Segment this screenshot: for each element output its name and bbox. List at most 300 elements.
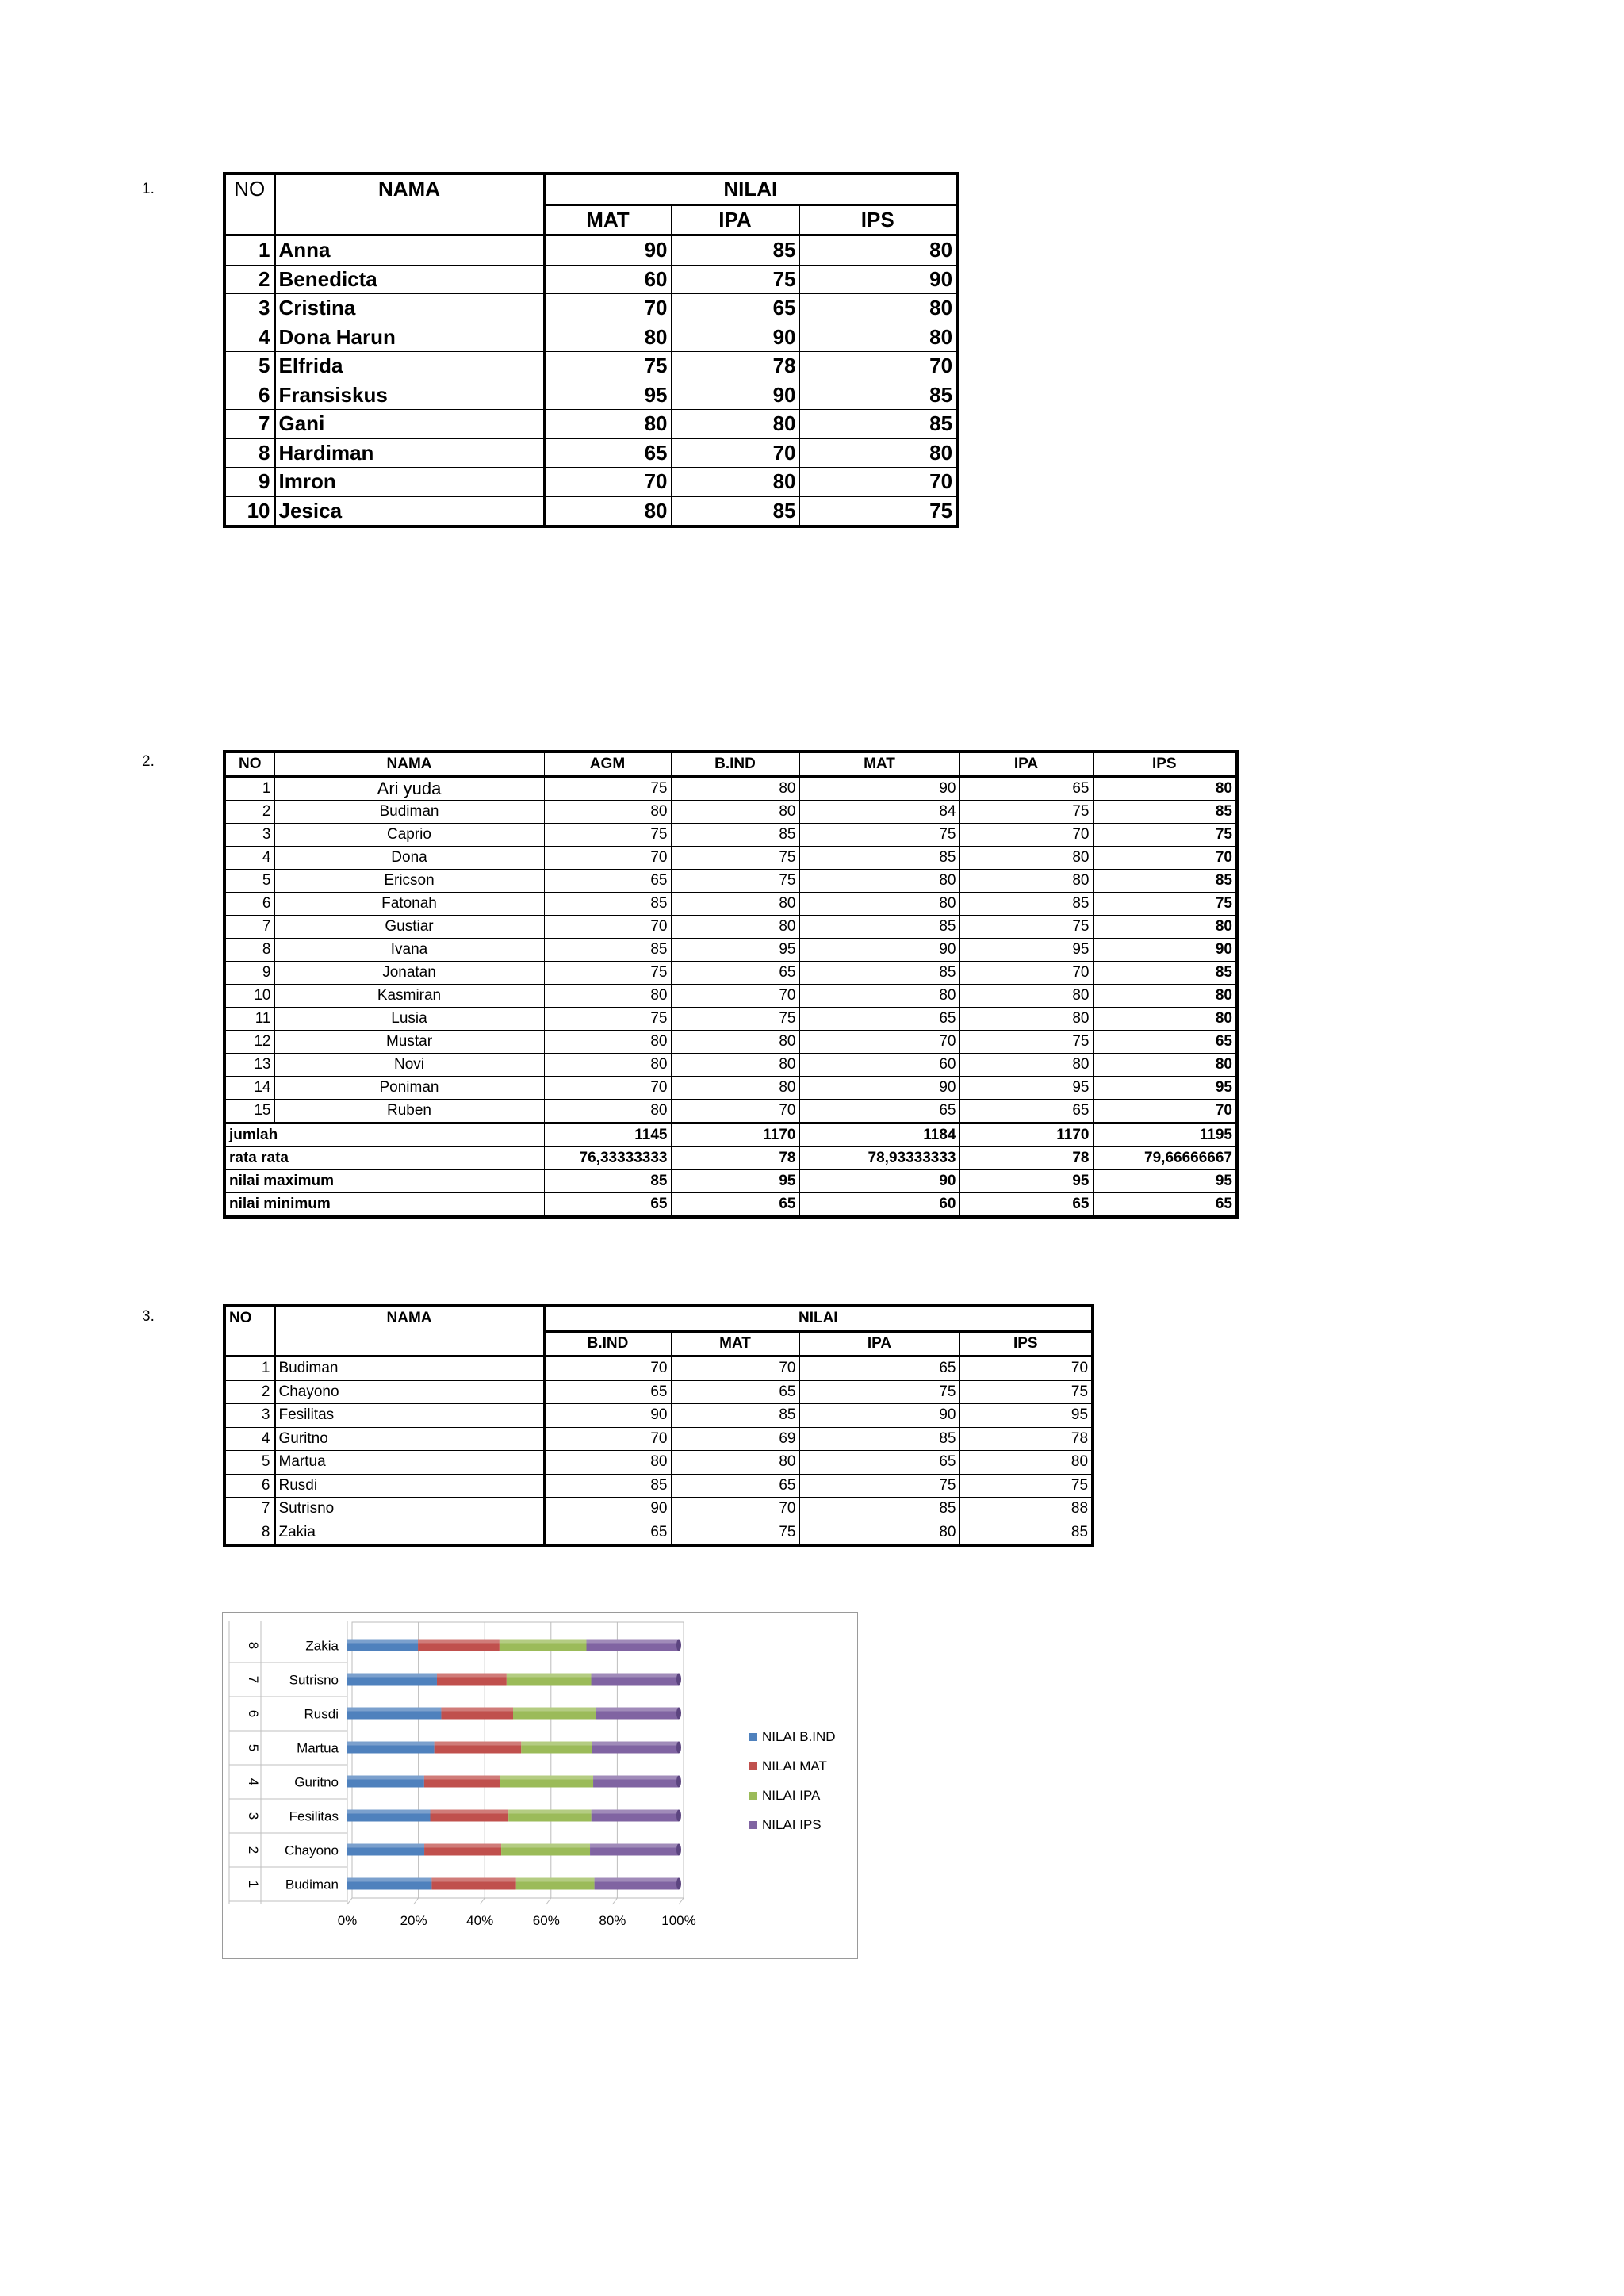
- table-row: [224, 1008, 1237, 1031]
- cell-ipa: 80: [959, 847, 1093, 870]
- bar-segment-highlight: [521, 1742, 592, 1746]
- bar-segment-highlight: [347, 1742, 435, 1746]
- summary-row: [224, 1193, 1237, 1218]
- header-nilai: NILAI: [544, 174, 957, 205]
- cell-no: 1: [224, 1357, 274, 1381]
- table-row: [224, 824, 1237, 847]
- cell-bind: 70: [544, 1357, 671, 1381]
- cell-ips: 65: [1093, 1031, 1237, 1054]
- table-row: [224, 985, 1237, 1008]
- bar-segment-highlight: [500, 1640, 587, 1644]
- cell-mat: 85: [799, 847, 959, 870]
- bar-segment-highlight: [347, 1844, 424, 1848]
- cell-mat: 95: [544, 381, 671, 410]
- cell-agm: 70: [544, 916, 671, 939]
- cell-nama: Caprio: [274, 824, 544, 847]
- cell-ipa: 80: [959, 1008, 1093, 1031]
- cell-ipa: 65: [959, 777, 1093, 801]
- x-tick-label: 20%: [400, 1913, 427, 1928]
- cell-no: 1: [224, 235, 274, 266]
- cell-nama: Benedicta: [274, 265, 544, 294]
- header-mat: MAT: [799, 752, 959, 777]
- cell-agm: 75: [544, 824, 671, 847]
- cell-ipa: 75: [799, 1474, 959, 1498]
- cell-ipa: 80: [671, 468, 799, 497]
- cell-bind: 70: [544, 1427, 671, 1451]
- bar-segment-highlight: [347, 1878, 431, 1882]
- cell-bind: 80: [671, 916, 799, 939]
- cell-nama: Ericson: [274, 870, 544, 893]
- bar-segment-highlight: [347, 1776, 424, 1780]
- cell-bind: 75: [671, 870, 799, 893]
- gridline-floor: [612, 1898, 617, 1904]
- table-row: [224, 410, 957, 439]
- cell-ipa: 90: [671, 381, 799, 410]
- bar-end-cap: [676, 1640, 681, 1651]
- category-number-label: 8: [246, 1641, 261, 1650]
- cell-ipa: 75: [959, 801, 1093, 824]
- cell-bind: 70: [671, 985, 799, 1008]
- cell-agm: 1145: [544, 1123, 671, 1147]
- cell-no: 5: [224, 1451, 274, 1475]
- header-ipa: IPA: [959, 752, 1093, 777]
- section-number-3: 3.: [142, 1308, 155, 1325]
- table-row: [224, 294, 957, 323]
- cell-ips: 75: [1093, 824, 1237, 847]
- header-ips: IPS: [1093, 752, 1237, 777]
- cell-nama: Ari yuda: [274, 777, 544, 801]
- bar-segment-highlight: [590, 1844, 679, 1848]
- cell-mat: 80: [544, 323, 671, 352]
- cell-mat: 70: [671, 1498, 799, 1521]
- cell-bind: 80: [671, 893, 799, 916]
- cell-agm: 76,33333333: [544, 1147, 671, 1170]
- bar-segment-highlight: [424, 1844, 501, 1848]
- plot-wall: [352, 1622, 684, 1898]
- cell-ipa: 70: [959, 824, 1093, 847]
- cell-mat: 70: [671, 1357, 799, 1381]
- cell-bind: 75: [671, 847, 799, 870]
- table-row: [224, 893, 1237, 916]
- cell-nama: Dona Harun: [274, 323, 544, 352]
- cell-summary-label: jumlah: [224, 1123, 544, 1147]
- table-row: [224, 916, 1237, 939]
- cell-nama: Novi: [274, 1054, 544, 1077]
- cell-mat: 85: [799, 962, 959, 985]
- cell-ips: 85: [1093, 962, 1237, 985]
- cell-no: 2: [224, 801, 274, 824]
- cell-bind: 65: [671, 962, 799, 985]
- bar-segment-highlight: [347, 1674, 437, 1678]
- cell-nama: Mustar: [274, 1031, 544, 1054]
- cell-ipa: 75: [959, 916, 1093, 939]
- cell-nama: Fesilitas: [274, 1404, 544, 1428]
- table-row: [224, 962, 1237, 985]
- category-name-label: Martua: [297, 1740, 339, 1756]
- cell-ips: 85: [799, 381, 957, 410]
- header-mat: MAT: [671, 1331, 799, 1357]
- cell-mat: 78,93333333: [799, 1147, 959, 1170]
- cell-ipa: 90: [671, 323, 799, 352]
- cell-ips: 1195: [1093, 1123, 1237, 1147]
- bar-segment-highlight: [508, 1810, 592, 1814]
- cell-ips: 80: [1093, 1054, 1237, 1077]
- grades-table-2: [223, 750, 1239, 1219]
- summary-row: [224, 1170, 1237, 1193]
- cell-ips: 80: [1093, 985, 1237, 1008]
- cell-agm: 85: [544, 1170, 671, 1193]
- header-nama: NAMA: [274, 1306, 544, 1357]
- cell-ipa: 80: [959, 985, 1093, 1008]
- cell-ipa: 80: [959, 1054, 1093, 1077]
- cell-nama: Sutrisno: [274, 1498, 544, 1521]
- cell-bind: 1170: [671, 1123, 799, 1147]
- bar-segment-highlight: [347, 1640, 418, 1644]
- cell-mat: 90: [544, 235, 671, 266]
- cell-ips: 78: [959, 1427, 1093, 1451]
- cell-mat: 75: [544, 352, 671, 381]
- table-row: [224, 1031, 1237, 1054]
- cell-mat: 65: [671, 1380, 799, 1404]
- cell-no: 3: [224, 294, 274, 323]
- cell-agm: 80: [544, 1031, 671, 1054]
- legend-swatch: [749, 1792, 757, 1800]
- table-row: [224, 1427, 1093, 1451]
- cell-nama: Cristina: [274, 294, 544, 323]
- category-number-label: 1: [246, 1880, 261, 1888]
- bar-segment-highlight: [513, 1708, 596, 1712]
- table-row: [224, 939, 1237, 962]
- table-row: [224, 1380, 1093, 1404]
- stacked-percent-bar-chart: [222, 1612, 858, 1959]
- cell-ips: 65: [1093, 1193, 1237, 1218]
- cell-mat: 75: [671, 1521, 799, 1545]
- cell-nama: Anna: [274, 235, 544, 266]
- cell-ips: 70: [799, 468, 957, 497]
- cell-no: 4: [224, 847, 274, 870]
- table-row: [224, 1474, 1093, 1498]
- bar-segment-highlight: [418, 1640, 500, 1644]
- bar-segment-highlight: [437, 1674, 507, 1678]
- cell-mat: 65: [799, 1100, 959, 1123]
- cell-agm: 65: [544, 870, 671, 893]
- cell-nama: Ruben: [274, 1100, 544, 1123]
- table-row: [224, 870, 1237, 893]
- cell-no: 2: [224, 1380, 274, 1404]
- legend-label: NILAI MAT: [762, 1758, 827, 1774]
- table-row: [224, 265, 957, 294]
- bar-segment-highlight: [592, 1810, 679, 1814]
- bar-segment-highlight: [595, 1878, 679, 1882]
- gridline-floor: [679, 1898, 684, 1904]
- cell-agm: 65: [544, 1193, 671, 1218]
- cell-ips: 75: [799, 496, 957, 526]
- cell-ips: 90: [799, 265, 957, 294]
- cell-nama: Elfrida: [274, 352, 544, 381]
- cell-nama: Fatonah: [274, 893, 544, 916]
- bar-segment-highlight: [593, 1776, 679, 1780]
- x-tick-label: 60%: [532, 1913, 560, 1928]
- gridline-floor: [480, 1898, 485, 1904]
- cell-ipa: 85: [799, 1427, 959, 1451]
- cell-mat: 85: [799, 916, 959, 939]
- cell-ips: 70: [1093, 1100, 1237, 1123]
- cell-no: 3: [224, 824, 274, 847]
- cell-no: 8: [224, 438, 274, 468]
- cell-ipa: 65: [959, 1100, 1093, 1123]
- header-nama: NAMA: [274, 174, 544, 235]
- cell-ips: 80: [1093, 1008, 1237, 1031]
- cell-ips: 85: [799, 410, 957, 439]
- bar-segment-highlight: [596, 1708, 680, 1712]
- cell-ips: 80: [799, 438, 957, 468]
- header-nama: NAMA: [274, 752, 544, 777]
- cell-no: 6: [224, 1474, 274, 1498]
- legend-swatch: [749, 1762, 757, 1770]
- cell-agm: 70: [544, 847, 671, 870]
- bar-segment-highlight: [347, 1708, 441, 1712]
- cell-bind: 65: [544, 1380, 671, 1404]
- cell-no: 7: [224, 410, 274, 439]
- category-number-label: 5: [246, 1743, 261, 1752]
- cell-nama: Guritno: [274, 1427, 544, 1451]
- legend-swatch: [749, 1733, 757, 1741]
- cell-mat: 80: [544, 496, 671, 526]
- cell-mat: 60: [544, 265, 671, 294]
- cell-bind: 78: [671, 1147, 799, 1170]
- table-row: [224, 777, 1237, 801]
- cell-mat: 85: [671, 1404, 799, 1428]
- cell-bind: 85: [544, 1474, 671, 1498]
- cell-nama: Gustiar: [274, 916, 544, 939]
- cell-ipa: 75: [671, 265, 799, 294]
- cell-ipa: 70: [959, 962, 1093, 985]
- cell-bind: 80: [671, 1054, 799, 1077]
- cell-ipa: 85: [671, 235, 799, 266]
- cell-no: 5: [224, 870, 274, 893]
- cell-no: 6: [224, 381, 274, 410]
- cell-ipa: 95: [959, 939, 1093, 962]
- cell-bind: 70: [671, 1100, 799, 1123]
- cell-ips: 70: [799, 352, 957, 381]
- table-row: [224, 1357, 1093, 1381]
- header-no: NO: [224, 752, 274, 777]
- cell-mat: 70: [799, 1031, 959, 1054]
- category-name-label: Chayono: [284, 1843, 339, 1858]
- cell-ips: 85: [1093, 870, 1237, 893]
- cell-mat: 70: [544, 468, 671, 497]
- grades-table-3: [223, 1304, 1094, 1547]
- cell-agm: 85: [544, 939, 671, 962]
- cell-no: 7: [224, 1498, 274, 1521]
- cell-ips: 85: [1093, 801, 1237, 824]
- header-mat: MAT: [544, 205, 671, 235]
- cell-ips: 70: [959, 1357, 1093, 1381]
- bar-end-cap: [676, 1674, 681, 1686]
- header-agm: AGM: [544, 752, 671, 777]
- cell-mat: 80: [799, 985, 959, 1008]
- cell-nama: Zakia: [274, 1521, 544, 1545]
- cell-no: 1: [224, 777, 274, 801]
- legend-label: NILAI IPA: [762, 1788, 821, 1803]
- cell-agm: 70: [544, 1077, 671, 1100]
- cell-ips: 80: [1093, 916, 1237, 939]
- bar-end-cap: [676, 1810, 681, 1822]
- cell-no: 8: [224, 1521, 274, 1545]
- cell-nama: Budiman: [274, 1357, 544, 1381]
- cell-ips: 75: [959, 1380, 1093, 1404]
- bar-segment-highlight: [424, 1776, 500, 1780]
- cell-ipa: 65: [799, 1357, 959, 1381]
- cell-no: 10: [224, 985, 274, 1008]
- cell-bind: 90: [544, 1498, 671, 1521]
- table-row: [224, 1404, 1093, 1428]
- category-number-label: 4: [246, 1777, 261, 1786]
- table-row: [224, 352, 957, 381]
- bar-segment-highlight: [431, 1878, 515, 1882]
- cell-ipa: 90: [799, 1404, 959, 1428]
- cell-nama: Jonatan: [274, 962, 544, 985]
- cell-ips: 80: [799, 235, 957, 266]
- cell-agm: 75: [544, 962, 671, 985]
- cell-nama: Hardiman: [274, 438, 544, 468]
- table-row: [224, 323, 957, 352]
- gridline-floor: [414, 1898, 419, 1904]
- category-number-label: 6: [246, 1709, 261, 1718]
- cell-mat: 90: [799, 777, 959, 801]
- cell-ipa: 95: [959, 1170, 1093, 1193]
- category-number-label: 2: [246, 1846, 261, 1854]
- cell-bind: 85: [671, 824, 799, 847]
- cell-ips: 90: [1093, 939, 1237, 962]
- cell-no: 6: [224, 893, 274, 916]
- cell-ips: 85: [959, 1521, 1093, 1545]
- cell-ips: 70: [1093, 847, 1237, 870]
- cell-bind: 80: [544, 1451, 671, 1475]
- header-ipa: IPA: [799, 1331, 959, 1357]
- section-number-1: 1.: [142, 181, 155, 197]
- cell-no: 15: [224, 1100, 274, 1123]
- cell-nama: Dona: [274, 847, 544, 870]
- bar-end-cap: [676, 1878, 681, 1890]
- table-row: [224, 801, 1237, 824]
- chart-canvas: [223, 1613, 857, 1958]
- summary-row: [224, 1147, 1237, 1170]
- category-name-label: Guritno: [294, 1774, 339, 1790]
- cell-ips: 79,66666667: [1093, 1147, 1237, 1170]
- table-row: [224, 1451, 1093, 1475]
- x-tick-label: 0%: [337, 1913, 358, 1928]
- cell-ipa: 78: [959, 1147, 1093, 1170]
- table-row: [224, 847, 1237, 870]
- category-name-label: Fesilitas: [289, 1808, 339, 1824]
- cell-ips: 95: [1093, 1170, 1237, 1193]
- cell-no: 12: [224, 1031, 274, 1054]
- cell-nama: Rusdi: [274, 1474, 544, 1498]
- cell-bind: 80: [671, 777, 799, 801]
- table-row: [224, 496, 957, 526]
- cell-ips: 80: [959, 1451, 1093, 1475]
- cell-ipa: 65: [671, 294, 799, 323]
- cell-no: 14: [224, 1077, 274, 1100]
- cell-bind: 80: [671, 801, 799, 824]
- table-row: [224, 468, 957, 497]
- table-row: [224, 235, 957, 266]
- cell-no: 3: [224, 1404, 274, 1428]
- cell-mat: 80: [671, 1451, 799, 1475]
- header-no: NO: [224, 1306, 274, 1357]
- cell-nama: Poniman: [274, 1077, 544, 1100]
- cell-nama: Chayono: [274, 1380, 544, 1404]
- cell-mat: 60: [799, 1054, 959, 1077]
- cell-nama: Gani: [274, 410, 544, 439]
- cell-summary-label: rata rata: [224, 1147, 544, 1170]
- header-bind: B.IND: [544, 1331, 671, 1357]
- legend-swatch: [749, 1821, 757, 1829]
- cell-no: 5: [224, 352, 274, 381]
- cell-ipa: 85: [671, 496, 799, 526]
- cell-no: 4: [224, 323, 274, 352]
- x-tick-label: 40%: [466, 1913, 494, 1928]
- cell-ipa: 85: [959, 893, 1093, 916]
- cell-ipa: 65: [959, 1193, 1093, 1218]
- cell-mat: 80: [799, 893, 959, 916]
- cell-mat: 1184: [799, 1123, 959, 1147]
- cell-bind: 65: [671, 1193, 799, 1218]
- cell-ips: 80: [1093, 777, 1237, 801]
- table-row: [224, 381, 957, 410]
- legend-label: NILAI IPS: [762, 1817, 822, 1832]
- cell-no: 9: [224, 468, 274, 497]
- cell-ips: 88: [959, 1498, 1093, 1521]
- cell-bind: 95: [671, 1170, 799, 1193]
- bar-segment-highlight: [347, 1810, 431, 1814]
- category-name-label: Rusdi: [304, 1706, 339, 1722]
- cell-ipa: 75: [799, 1380, 959, 1404]
- cell-nama: Lusia: [274, 1008, 544, 1031]
- cell-mat: 90: [799, 1077, 959, 1100]
- category-name-label: Budiman: [285, 1877, 339, 1892]
- cell-no: 2: [224, 265, 274, 294]
- cell-no: 10: [224, 496, 274, 526]
- bar-segment-highlight: [500, 1776, 593, 1780]
- cell-agm: 80: [544, 801, 671, 824]
- bar-segment-highlight: [516, 1878, 595, 1882]
- grades-table-1: [223, 172, 959, 528]
- category-number-label: 3: [246, 1812, 261, 1820]
- header-ips: IPS: [959, 1331, 1093, 1357]
- cell-mat: 84: [799, 801, 959, 824]
- table-row: [224, 1521, 1093, 1545]
- cell-agm: 85: [544, 893, 671, 916]
- header-ipa: IPA: [671, 205, 799, 235]
- bar-end-cap: [676, 1708, 681, 1720]
- cell-mat: 80: [544, 410, 671, 439]
- cell-ips: 95: [959, 1404, 1093, 1428]
- cell-mat: 65: [671, 1474, 799, 1498]
- header-nilai: NILAI: [544, 1306, 1093, 1331]
- summary-row: [224, 1123, 1237, 1147]
- table-row: [224, 438, 957, 468]
- cell-agm: 75: [544, 777, 671, 801]
- cell-ipa: 78: [671, 352, 799, 381]
- x-tick-label: 80%: [599, 1913, 626, 1928]
- x-tick-label: 100%: [661, 1913, 696, 1928]
- cell-ipa: 80: [799, 1521, 959, 1545]
- category-name-label: Sutrisno: [289, 1672, 339, 1688]
- bar-segment-highlight: [501, 1844, 590, 1848]
- cell-bind: 90: [544, 1404, 671, 1428]
